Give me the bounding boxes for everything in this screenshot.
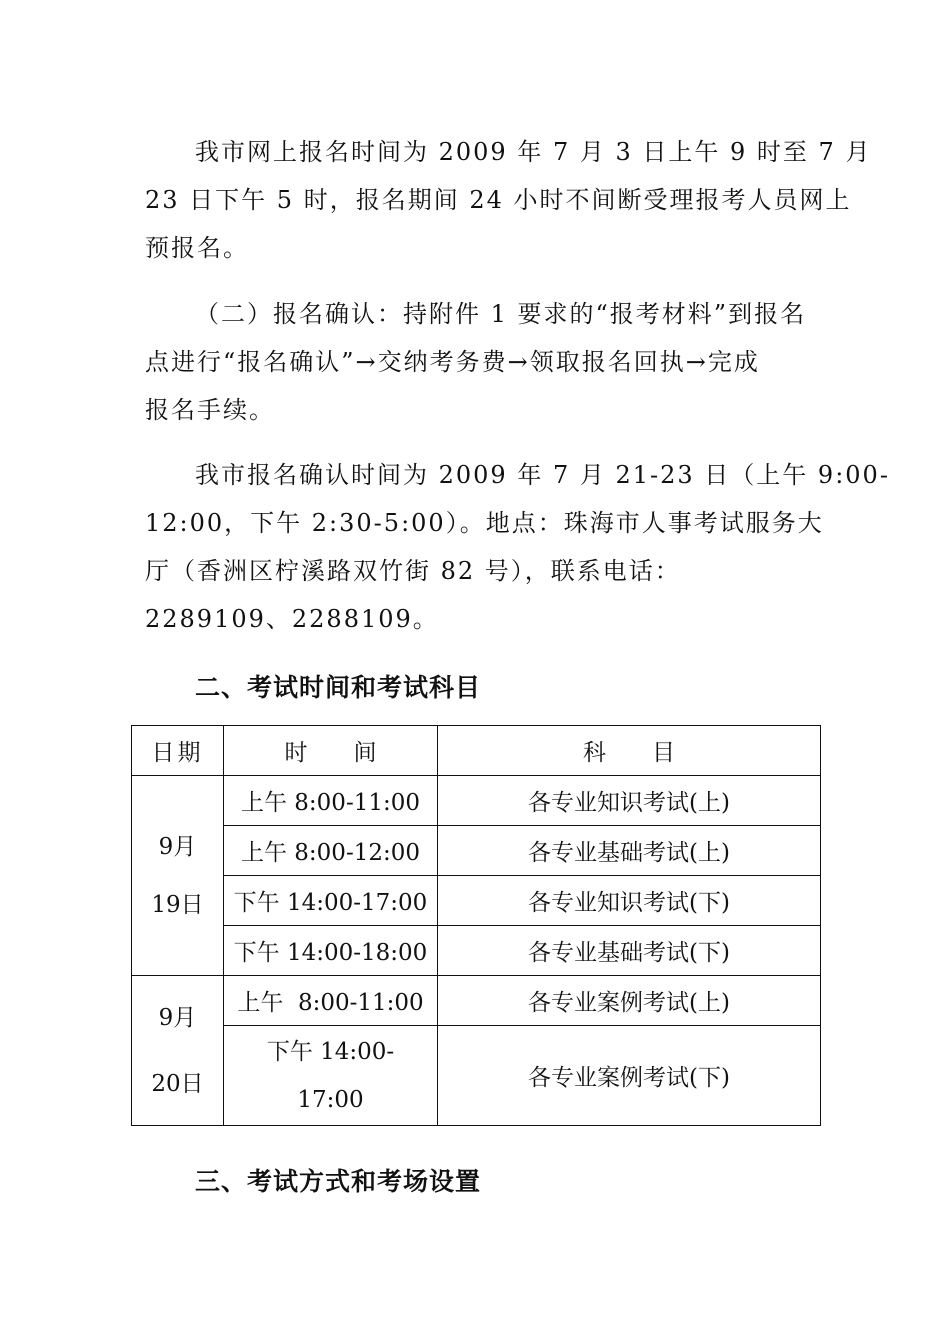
time-cell — [224, 1026, 438, 1126]
header-date: 日期 — [132, 726, 224, 776]
paragraph-registration-confirmation — [145, 290, 815, 434]
paragraph-line: 厅（香洲区柠溪路双竹街 82 号），联系电话： — [145, 557, 681, 585]
date-cell-day1 — [132, 776, 224, 976]
section-heading-exam-method: 三、考试方式和考场设置 — [195, 1167, 482, 1196]
table-row — [132, 926, 821, 976]
table-header-row — [132, 726, 821, 776]
paragraph-line: 预报名。 — [145, 234, 249, 262]
table-row — [132, 1026, 821, 1126]
date-line: 9月 — [158, 833, 197, 860]
time-cell: 上午 8:00-11:00 — [224, 776, 438, 826]
header-time: 时 间 — [224, 726, 438, 776]
paragraph-line: 我市网上报名时间为 2009 年 7 月 3 日上午 9 时至 7 月 — [195, 138, 872, 166]
subject-cell: 各专业基础考试(上) — [438, 826, 821, 876]
exam-schedule-table — [131, 725, 821, 1126]
date-line: 19日 — [151, 891, 204, 918]
table-row — [132, 826, 821, 876]
paragraph-confirmation-time-location — [145, 451, 890, 643]
subject-cell: 各专业案例考试(上) — [438, 976, 821, 1026]
paragraph-line: 23 日下午 5 时，报名期间 24 小时不间断受理报考人员网上 — [145, 186, 852, 214]
paragraph-line: 12:00，下午 2:30-5:00）。地点：珠海市人事考试服务大 — [145, 509, 824, 537]
table-row — [132, 776, 821, 826]
time-cell: 下午 14:00-18:00 — [224, 926, 438, 976]
time-line: 下午 14:00- — [266, 1038, 395, 1065]
paragraph-line: 报名手续。 — [145, 396, 275, 424]
time-cell: 上午 8:00-11:00 — [224, 976, 438, 1026]
paragraph-line: 2289109、2288109。 — [145, 605, 439, 633]
subject-cell: 各专业知识考试(下) — [438, 876, 821, 926]
date-line: 9月 — [158, 1004, 197, 1031]
section-heading-exam-schedule: 二、考试时间和考试科目 — [195, 673, 482, 702]
paragraph-line: 我市报名确认时间为 2009 年 7 月 21-23 日（上午 9:00- — [195, 461, 890, 489]
time-line: 17:00 — [297, 1086, 364, 1113]
paragraph-online-registration — [145, 128, 872, 272]
date-line: 20日 — [151, 1070, 204, 1097]
paragraph-line: （二）报名确认：持附件 1 要求的“报考材料”到报名 — [195, 300, 807, 328]
table-row — [132, 976, 821, 1026]
paragraph-line: 点进行“报名确认”→交纳考务费→领取报名回执→完成 — [145, 348, 760, 376]
subject-cell: 各专业案例考试(下) — [438, 1026, 821, 1126]
subject-cell: 各专业基础考试(下) — [438, 926, 821, 976]
time-cell: 上午 8:00-12:00 — [224, 826, 438, 876]
subject-cell: 各专业知识考试(上) — [438, 776, 821, 826]
time-cell: 下午 14:00-17:00 — [224, 876, 438, 926]
header-subject: 科 目 — [438, 726, 821, 776]
table-row — [132, 876, 821, 926]
date-cell-day2 — [132, 976, 224, 1126]
